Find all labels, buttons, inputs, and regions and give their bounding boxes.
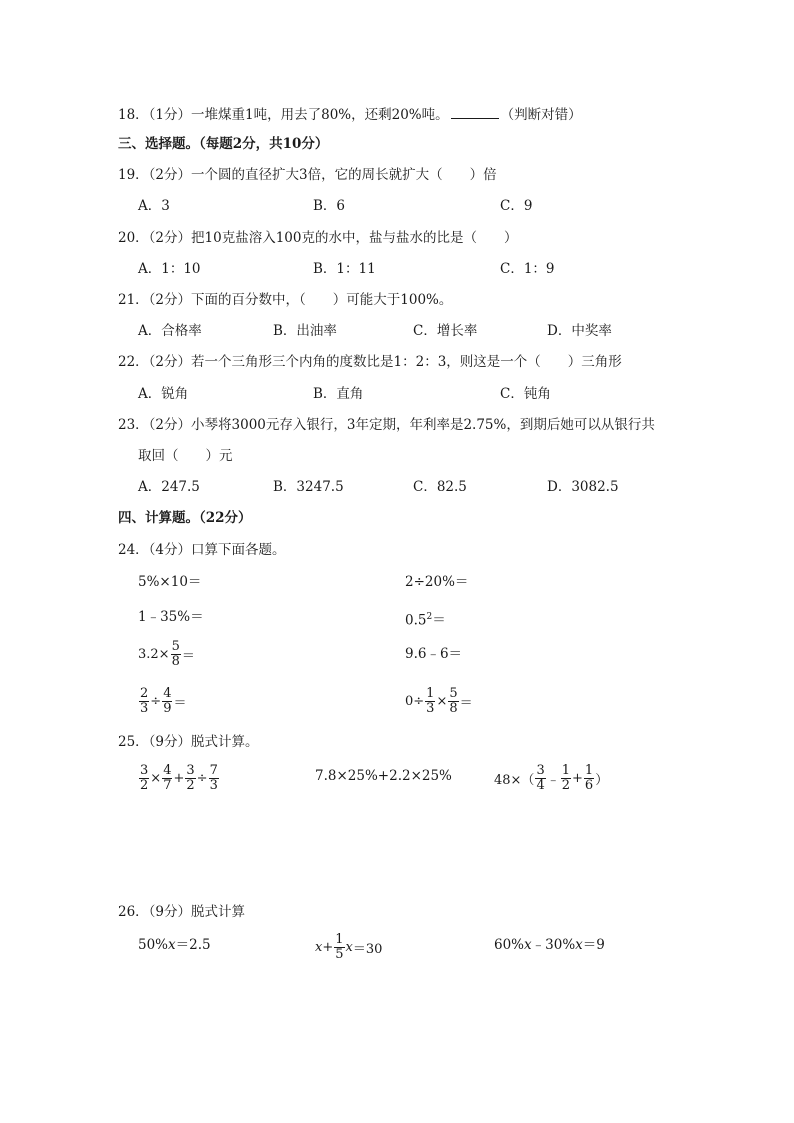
q20-option-b[interactable]: B．1：11 <box>313 261 376 277</box>
q24-expr-4-base: 0.5 <box>405 612 427 629</box>
numerator: 1 <box>426 686 435 701</box>
q25-expr-c-suffix: ） <box>595 773 609 788</box>
fraction <box>139 764 149 793</box>
q21-option-b[interactable]: B．出油率 <box>273 323 337 339</box>
fraction <box>584 764 594 793</box>
q26-expr-b <box>315 933 382 962</box>
denominator: 2 <box>561 778 571 793</box>
numerator: 1 <box>584 763 594 778</box>
question-18-text: 18．（1分）一堆煤重1吨，用去了80%，还剩20%吨。 <box>118 107 449 123</box>
denominator: 2 <box>186 778 195 793</box>
question-19-text: 19．（2分）一个圆的直径扩大3倍，它的周长就扩大（ ）倍 <box>118 167 497 183</box>
q24-expr-4-exponent: 2 <box>426 612 433 622</box>
fraction <box>162 764 172 793</box>
fraction <box>334 933 344 962</box>
denominator: 6 <box>584 778 594 793</box>
q26-expr-c-suffix: ＝9 <box>582 937 605 953</box>
operator: ÷ <box>196 771 208 786</box>
fraction <box>425 687 435 716</box>
numerator: 7 <box>209 763 218 778</box>
section-3-title: 三、选择题。（每题2分，共10分） <box>118 136 329 152</box>
fraction <box>185 764 195 793</box>
question-18 <box>118 104 582 124</box>
q25-expr-c <box>494 764 608 793</box>
denominator: 9 <box>163 701 172 716</box>
q25-expr-b: 7.8×25%+2.2×25% <box>315 768 452 784</box>
variable-x: x <box>168 937 176 953</box>
q24-expr-5-prefix: 3.2× <box>138 647 170 662</box>
fraction <box>139 687 149 716</box>
operator: + <box>173 771 185 786</box>
denominator: 3 <box>426 701 435 716</box>
fraction <box>448 687 458 716</box>
denominator: 2 <box>140 778 149 793</box>
q24-expr-5-eq: ＝ <box>181 649 195 664</box>
q26-expr-a-suffix: ＝2.5 <box>175 937 211 953</box>
q21-option-c[interactable]: C．增长率 <box>413 323 478 339</box>
q24-expr-3: 1﹣35%＝ <box>138 609 204 625</box>
numerator: 3 <box>186 763 195 778</box>
question-18-suffix: （判断对错） <box>500 107 582 123</box>
q22-option-c[interactable]: C．钝角 <box>500 386 551 402</box>
q26-expr-c-mid: ﹣30% <box>531 937 576 953</box>
section-4-title: 四、计算题。（22分） <box>118 510 252 526</box>
q23-option-d[interactable]: D．3082.5 <box>547 479 619 495</box>
q19-option-c[interactable]: C．9 <box>500 198 533 214</box>
q24-expr-6: 9.6﹣6＝ <box>405 646 463 662</box>
q20-option-a[interactable]: A．1：10 <box>138 261 201 277</box>
fraction <box>209 764 219 793</box>
q22-option-b[interactable]: B．直角 <box>313 386 364 402</box>
question-24-text: 24．（4分）口算下面各题。 <box>118 542 286 558</box>
operator: ÷ <box>150 694 162 709</box>
numerator: 4 <box>163 686 172 701</box>
denominator: 8 <box>171 654 180 669</box>
answer-blank[interactable] <box>451 104 499 119</box>
q26-expr-b-suffix: ＝30 <box>352 942 383 957</box>
q23-option-c[interactable]: C．82.5 <box>413 479 467 495</box>
question-23-text: 23．（2分）小琴将3000元存入银行，3年定期，年利率是2.75%，到期后她可以从银行共 <box>118 417 655 433</box>
q24-expr-1: 5%×10＝ <box>138 574 202 590</box>
operator: × <box>150 771 162 786</box>
q24-expr-5 <box>138 640 195 669</box>
denominator: 7 <box>163 778 172 793</box>
question-26-text: 26．（9分）脱式计算 <box>118 904 246 920</box>
fraction <box>162 687 172 716</box>
question-23-text-line2: 取回（ ）元 <box>138 448 233 464</box>
q26-expr-a <box>138 936 211 954</box>
numerator: 2 <box>140 686 149 701</box>
variable-x: x <box>315 940 323 955</box>
q24-expr-2: 2÷20%＝ <box>405 574 469 590</box>
equals: ＝ <box>173 696 187 711</box>
equals: ＝ <box>459 696 473 711</box>
q24-expr-4-eq: ＝ <box>432 612 446 629</box>
numerator: 3 <box>140 763 149 778</box>
operator: ﹣ <box>546 773 560 788</box>
q21-option-d[interactable]: D．中奖率 <box>547 323 612 339</box>
denominator: 3 <box>140 701 149 716</box>
variable-x: x <box>345 940 353 955</box>
operator: + <box>572 771 583 786</box>
q21-option-a[interactable]: A．合格率 <box>138 323 202 339</box>
denominator: 5 <box>335 947 344 962</box>
q24-expr-8 <box>405 687 473 716</box>
operator: × <box>436 694 448 709</box>
q25-expr-c-prefix: 48×（ <box>494 773 535 788</box>
numerator: 5 <box>171 639 180 654</box>
q25-expr-a <box>138 764 220 793</box>
fraction <box>561 764 571 793</box>
q24-expr-8-prefix: 0÷ <box>405 694 425 709</box>
q26-expr-c-prefix: 60% <box>494 937 525 953</box>
q24-expr-4 <box>405 608 446 630</box>
numerator: 5 <box>449 686 458 701</box>
operator: + <box>322 940 334 955</box>
numerator: 1 <box>561 763 571 778</box>
denominator: 3 <box>209 778 218 793</box>
variable-x: x <box>524 937 532 953</box>
numerator: 3 <box>536 763 545 778</box>
q19-option-a[interactable]: A．3 <box>138 198 170 214</box>
numerator: 1 <box>335 932 344 947</box>
q19-option-b[interactable]: B．6 <box>313 198 346 214</box>
question-20-text: 20．（2分）把10克盐溶入100克的水中，盐与盐水的比是（ ） <box>118 230 518 246</box>
q20-option-c[interactable]: C．1：9 <box>500 261 555 277</box>
q26-expr-c <box>494 936 605 954</box>
q23-option-b[interactable]: B．3247.5 <box>273 479 344 495</box>
variable-x: x <box>575 937 583 953</box>
question-25-text: 25．（9分）脱式计算。 <box>118 734 259 750</box>
fraction <box>171 640 181 669</box>
q23-option-a[interactable]: A．247.5 <box>138 479 200 495</box>
question-21-text: 21．（2分）下面的百分数中，（ ）可能大于100%。 <box>118 292 453 308</box>
q26-expr-a-prefix: 50% <box>138 937 169 953</box>
numerator: 4 <box>163 763 172 778</box>
denominator: 4 <box>536 778 545 793</box>
q24-expr-7 <box>138 687 186 716</box>
denominator: 8 <box>449 701 458 716</box>
question-22-text: 22．（2分）若一个三角形三个内角的度数比是1：2：3，则这是一个（ ）三角形 <box>118 354 622 370</box>
q22-option-a[interactable]: A．锐角 <box>138 386 189 402</box>
fraction <box>535 764 545 793</box>
